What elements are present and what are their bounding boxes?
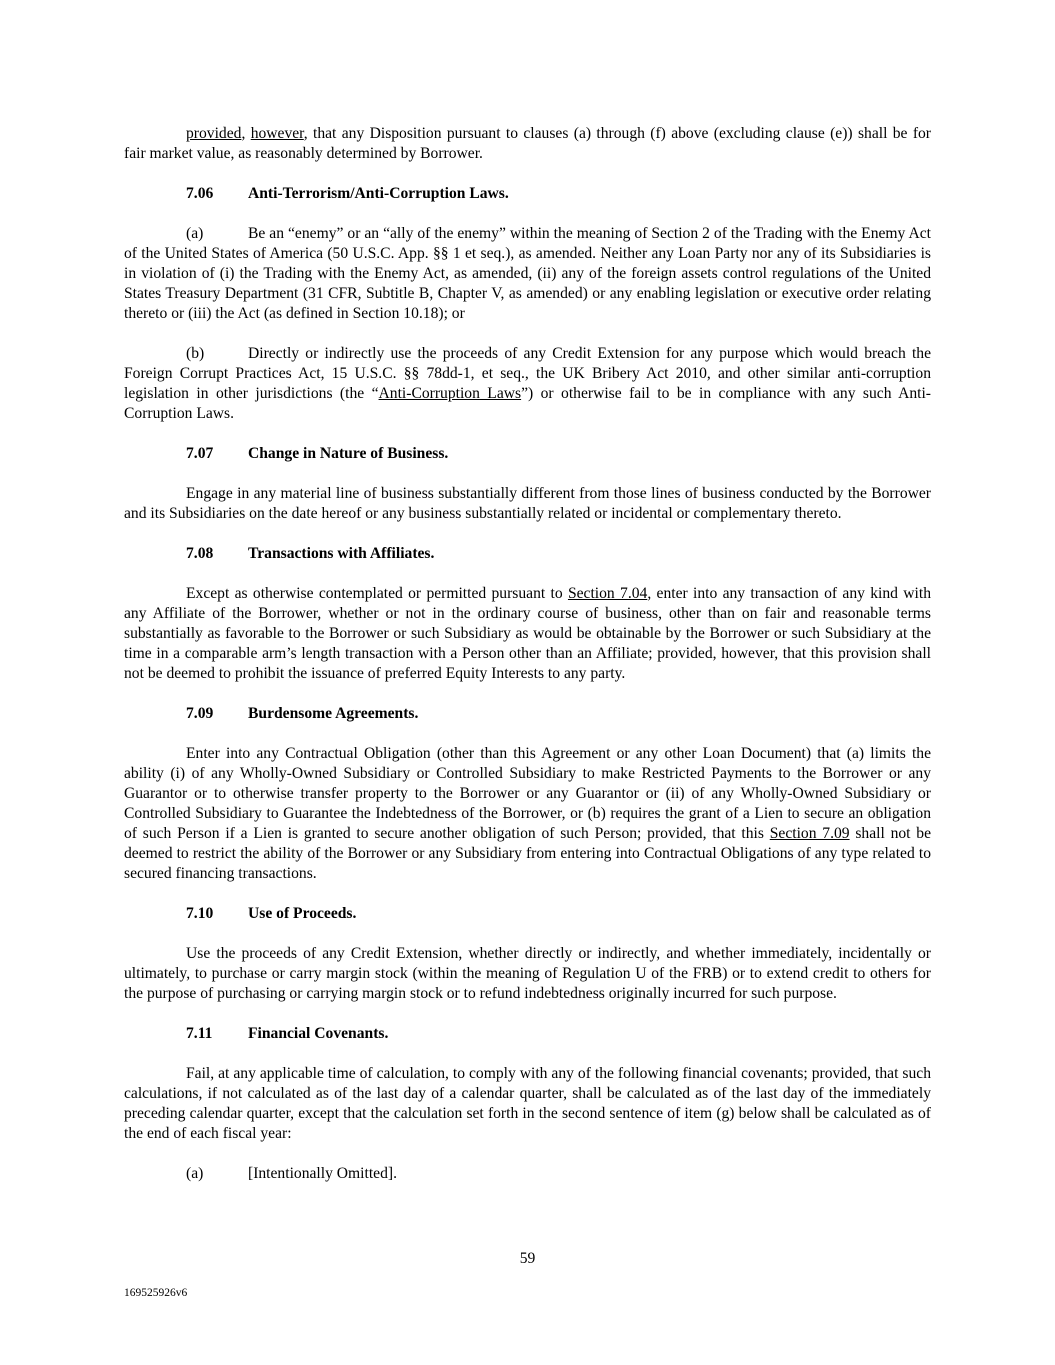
section-heading-7-11: 7.11 Financial Covenants. — [186, 1025, 389, 1042]
document-page — [124, 124, 931, 1184]
clause-7-11-a: (a) [Intentionally Omitted]. — [186, 1165, 397, 1182]
section-7-07-body: Engage in any material line of business substantially different from those lines of business conducted by the Borrower and its Subsidiaries on the date hereof or any business substantially related or incidental or complementary thereto. — [124, 485, 931, 522]
intro-paragraph: provided, however, that any Disposition pursuant to clauses (a) through (f) above (excluding clause (e)) shall be for fair market value, as reasonably determined by Borrower. — [124, 125, 932, 162]
section-7-10-body: Use the proceeds of any Credit Extension, whether directly or indirectly, and whether immediately, incidentally or ultimately, to purchase or carry margin stock (within the meaning of Regulation U of the FRB) or to extend credit to others for the purpose of purchasing or carrying margin stock or to refund indebtedness originally incurred for such purpose. — [124, 945, 931, 1002]
section-heading-7-10: 7.10 Use of Proceeds. — [186, 905, 357, 922]
section-heading-7-06: 7.06 Anti-Terrorism/Anti-Corruption Laws. — [186, 185, 509, 202]
page-number: 59 — [519, 1250, 536, 1267]
section-heading-7-09: 7.09 Burdensome Agreements. — [186, 705, 419, 722]
section-7-09-link[interactable]: Section 7.09 — [769, 825, 850, 842]
section-7-09-body: Enter into any Contractual Obligation (other than this Agreement or any other Loan Document) that (a) limits the ability (i) of any Wholly-Owned Subsidiary or Controlled Subsidiary to make Restricted Payments to the Borrower or any Guarantor or to otherwise transfer property to the Borrower or any Guarantor or (ii) of any Wholly-Owned Subsidiary or Controlled Subsidiary to Guarantee the Indebtedness of the Borrower, or (b) requires the grant of a Lien to secure an obligation of such Person if a Lien is granted to secure another obligation of such Person; provided, that this Section 7.09 shall not be deemed to restrict the ability of the Borrower or any Subsidiary from entering into Contractual Obligations of any type related to secured financing transactions. — [124, 745, 931, 882]
document-id: 169525926v6 — [124, 1287, 188, 1299]
section-7-08-body: Except as otherwise contemplated or permitted pursuant to Section 7.04, enter into any transaction of any kind with any Affiliate of the Borrower, whether or not in the ordinary course of business, other than on fair and reasonable terms substantially as favorable to the Borrower or such Subsidiary as would be obtainable by the Borrower or such Subsidiary at the time in a comparable arm’s length transaction with a Person other than an Affiliate; provided, however, that this provision shall not be deemed to prohibit the issuance of preferred Equity Interests to any party. — [124, 585, 931, 682]
section-heading-7-07: 7.07 Change in Nature of Business. — [186, 445, 449, 462]
however-term: however — [250, 125, 304, 142]
section-7-11-body: Fail, at any applicable time of calculation, to comply with any of the following financial covenants; provided, that such calculations, if not calculated as of the last day of a calendar quarter, shall be calculated as of the last day of the immediately preceding calendar quarter, except that the calculation set forth in the second sentence of item (g) below shall be calculated as of the end of each fiscal year: — [124, 1065, 931, 1142]
clause-7-06-b: (b) Directly or indirectly use the proceeds of any Credit Extension for any purpose which would breach the Foreign Corrupt Practices Act, 15 U.S.C. §§ 78dd-1, et seq., the UK Bribery Act 2010, and other similar anti-corruption legislation in other jurisdictions (the “Anti-Corruption Laws”) or otherwise fail to be in compliance with any such Anti-Corruption Laws. — [124, 345, 931, 422]
section-heading-7-08: 7.08 Transactions with Affiliates. — [186, 545, 435, 562]
anti-corruption-laws-link[interactable]: Anti-Corruption Laws — [378, 385, 522, 402]
provided-term: provided — [186, 125, 242, 142]
clause-7-06-a: (a) Be an “enemy” or an “ally of the enemy” within the meaning of Section 2 of the Trading with the Enemy Act of the United States of America (50 U.S.C. App. §§ 1 et seq.), as amended. Neither any Loan Party nor any of its Subsidiaries is in violation of (i) the Trading with the Enemy Act, as amended, (ii) any of the foreign assets control regulations of the United States Treasury Department (31 CFR, Subtitle B, Chapter V, as amended) or any enabling legislation or executive order relating thereto or (iii) the Act (as defined in Section 10.18); or — [124, 225, 931, 322]
section-7-04-link[interactable]: Section 7.04 — [567, 585, 648, 602]
